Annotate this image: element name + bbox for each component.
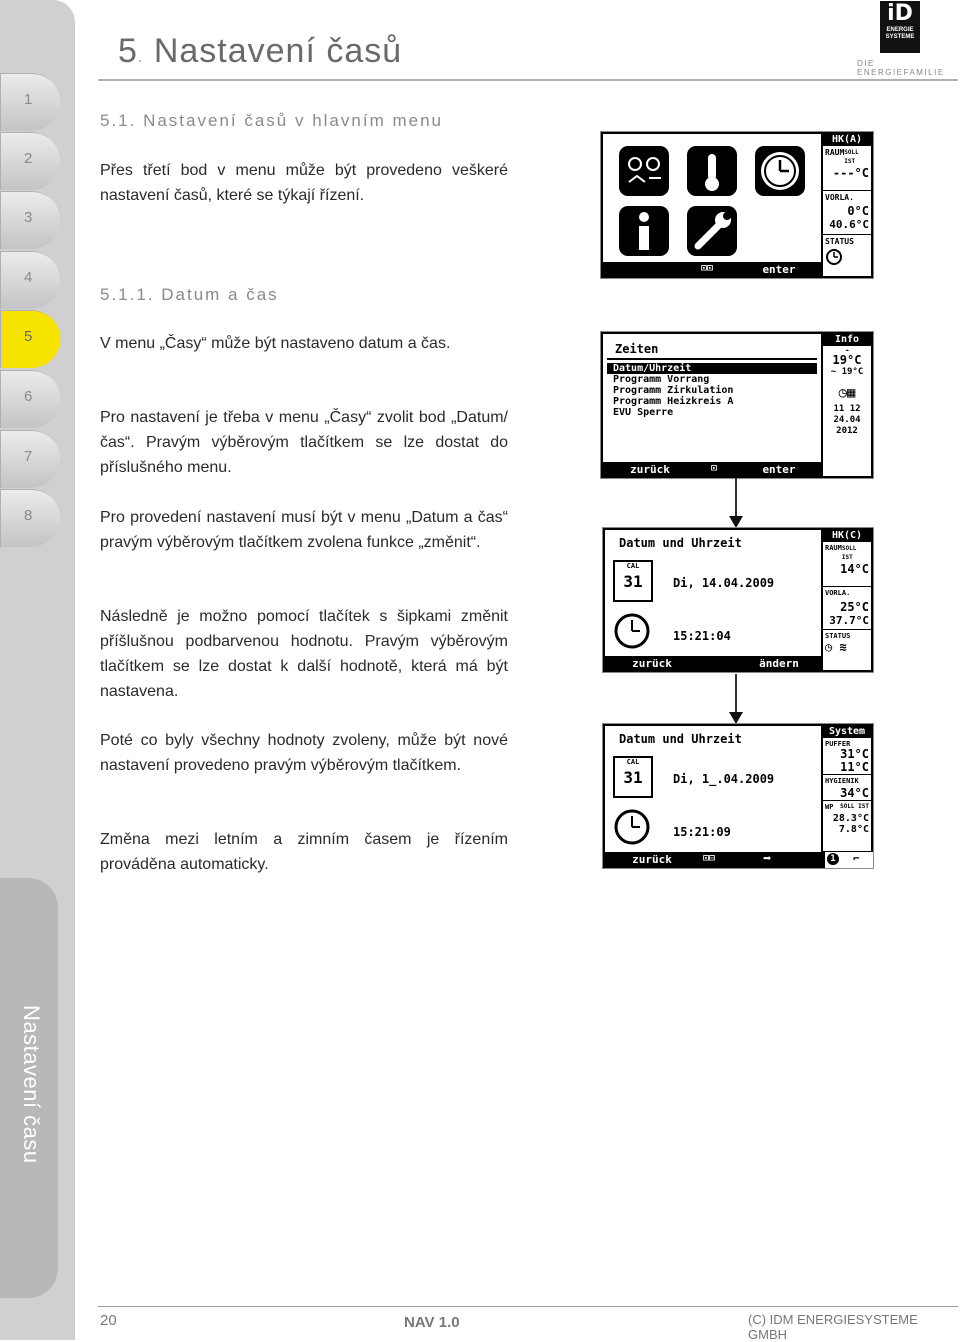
room-temp-value: ---°C <box>832 166 869 180</box>
chapter-tab-4[interactable]: 4 <box>0 251 60 309</box>
heat-pump-temp-2: 7.8°C <box>838 824 869 835</box>
title-divider <box>98 79 958 81</box>
change-softkey[interactable]: ändern <box>759 657 799 670</box>
section-heading: 5.1. Nastavení časů v hlavním menu <box>100 111 443 130</box>
calendar-icon-2: CAL 31 <box>613 756 653 798</box>
system-title: System <box>823 726 871 738</box>
date-time-title: Datum und Uhrzeit <box>619 536 742 550</box>
status-clock-icon <box>825 248 845 266</box>
sidebar-vertical-title: Nastavení času <box>19 1005 44 1164</box>
average-temp: ~ 19°C <box>830 367 864 377</box>
hk-c-title: HK(C) <box>823 530 871 542</box>
chapter-tab-3[interactable]: 3 <box>0 191 60 249</box>
buffer-temp-1: 31°C <box>840 747 869 761</box>
buffer-temp-2: 11°C <box>840 760 869 774</box>
chapter-tab-2[interactable]: 2 <box>0 132 60 190</box>
calendar-icon: CAL 31 <box>613 560 653 602</box>
flow-ist-value: 40.6°C <box>829 218 869 231</box>
menu-item-evu-lock[interactable]: EVU Sperre <box>613 407 674 418</box>
main-menu-icons <box>603 134 821 262</box>
year-value: 2012 <box>836 426 858 436</box>
times-menu-title: Zeiten <box>607 334 817 360</box>
room-temp-c: 14°C <box>840 562 869 576</box>
screen-date-time: Datum und Uhrzeit CAL 31 Di, 14.04.2009 15:21:04 HK(C) RAUM SOLL IST 14°C VORLA. 25°C 37.7°C STATUS ◷ ≋ zurück ändern <box>602 527 874 673</box>
info-title: Info <box>823 334 871 346</box>
flow-arrow-2 <box>735 674 737 714</box>
number-circle-icon: 1 <box>827 853 839 865</box>
date-edit-field[interactable]: Di, 1_.04.2009 <box>673 772 775 786</box>
flow-arrow-1 <box>735 478 737 518</box>
status-clock-heat-icon: ◷ ≋ <box>825 640 847 654</box>
menu-item-circulation[interactable]: Programm Zirkulation <box>613 385 734 396</box>
copyright: (C) IDM ENERGIESYSTEME GMBH <box>748 1312 918 1342</box>
time-edit-field[interactable]: 15:21:09 <box>673 825 731 839</box>
menu-item-priority[interactable]: Programm Vorrang <box>613 374 710 385</box>
menu-item-date-time[interactable]: Datum/Uhrzeit <box>607 363 817 374</box>
chapter-tab-1[interactable]: 1 <box>0 73 60 131</box>
chapter-tab-8[interactable]: 8 <box>0 489 60 547</box>
hygienic-temp: 34°C <box>840 786 869 800</box>
paragraph-confirm: Poté co byly všechny hodnoty zvoleny, může být nové nastavení provedeno pravým výběrovým tlačítkem. <box>100 732 508 774</box>
chapter-tab-6[interactable]: 6 <box>0 370 60 428</box>
subsection-heading: 5.1.1. Datum a čas <box>100 285 279 304</box>
chapter-tab-7[interactable]: 7 <box>0 430 60 488</box>
enter-softkey[interactable]: enter <box>762 263 796 276</box>
arrow-keys-icon: ⊡⊡ <box>701 263 714 274</box>
date-value-field[interactable]: Di, 14.04.2009 <box>673 576 775 590</box>
clock-calendar-icon: ◷▦ <box>838 385 856 401</box>
clock-face-icon-2 <box>613 808 651 846</box>
time-value: 11 12 <box>833 404 861 414</box>
back-softkey-4[interactable]: zurück <box>632 853 672 866</box>
flow-soll-c: 25°C <box>840 600 869 614</box>
paragraph-change-function: Pro provedení nastavení musí být v menu „Datum a čas“ pravým výběrovým tlačítkem zvolena funkce „změnit“. <box>100 509 508 551</box>
time-value-field[interactable]: 15:21:04 <box>673 629 731 643</box>
plus-minus-key-icon: ⊡⊟ <box>703 853 716 864</box>
clock-heat-icon <box>619 146 669 196</box>
flow-soll-value: 0°C <box>847 204 869 218</box>
paragraph-menu-times: V menu „Časy“ může být nastaveno datum a čas. <box>100 335 451 352</box>
heat-pump-temp-1: 28.3°C <box>832 813 869 824</box>
heating-circuit-title: HK(A) <box>823 134 871 146</box>
weather-icon: ☁ <box>845 346 849 353</box>
outside-temp: 19°C <box>832 353 862 367</box>
flow-ist-c: 37.7°C <box>829 614 869 627</box>
screen-date-time-edit: Datum und Uhrzeit CAL 31 Di, 1_.04.2009 15:21:09 System PUFFER 31°C 11°C HYGIENIK 34°C WP SOLL IST 28.3°C 7.8°C zurück ⊡⊟ ➡ 1 ⌐ <box>602 723 874 869</box>
paragraph-arrow-keys: Následně je možno pomocí tlačítek s šipkami změnit příšlušnou podbarvenou hodnotu. Pravým výběrovým tlačítkem se lze dostat k další hodnotě, která má být nastavena. <box>100 608 508 700</box>
page-title: 5. Nastavení časů <box>118 32 403 70</box>
paragraph-dst: Změna mezi letním a zimním časem je řízením prováděna automaticky. <box>100 831 508 873</box>
tap-icon: ⌐ <box>853 852 860 865</box>
footer-divider <box>98 1306 958 1307</box>
idm-logo: iD ENERGIE SYSTEME <box>880 1 920 53</box>
screen-main-menu: HK(A) RAUM SOLL IST ---°C VORLA. 0°C 40.6°C STATUS ⊡⊡ enter <box>600 131 874 279</box>
enter-softkey-2[interactable]: enter <box>762 463 796 476</box>
clock-face-icon <box>613 612 651 650</box>
nav-version: NAV 1.0 <box>404 1314 460 1331</box>
date-value: 24.04 <box>833 415 861 425</box>
chapter-tab-5[interactable]: 5 <box>0 310 60 368</box>
menu-item-heating-circuit[interactable]: Programm Heizkreis A <box>613 396 734 407</box>
back-softkey-3[interactable]: zurück <box>632 657 672 670</box>
screen-times-menu <box>600 331 874 479</box>
paragraph-intro: Přes třetí bod v menu může být provedeno veškeré nastavení časů, které se týkají řízení. <box>100 162 508 204</box>
paragraph-select-date: Pro nastavení je třeba v menu „Časy“ zvolit bod „Datum/čas“. Pravým výběrovým tlačítkem se lze dostat do příslušného menu. <box>100 409 508 476</box>
back-softkey[interactable]: zurück <box>630 463 670 476</box>
page-number: 20 <box>100 1312 117 1329</box>
down-arrow-key-icon: ⊡ <box>711 463 718 474</box>
logo-tagline: DIE ENERGIEFAMILIE <box>857 59 945 77</box>
date-time-edit-title: Datum und Uhrzeit <box>619 732 742 746</box>
right-arrow-softkey[interactable]: ➡ <box>763 851 772 867</box>
